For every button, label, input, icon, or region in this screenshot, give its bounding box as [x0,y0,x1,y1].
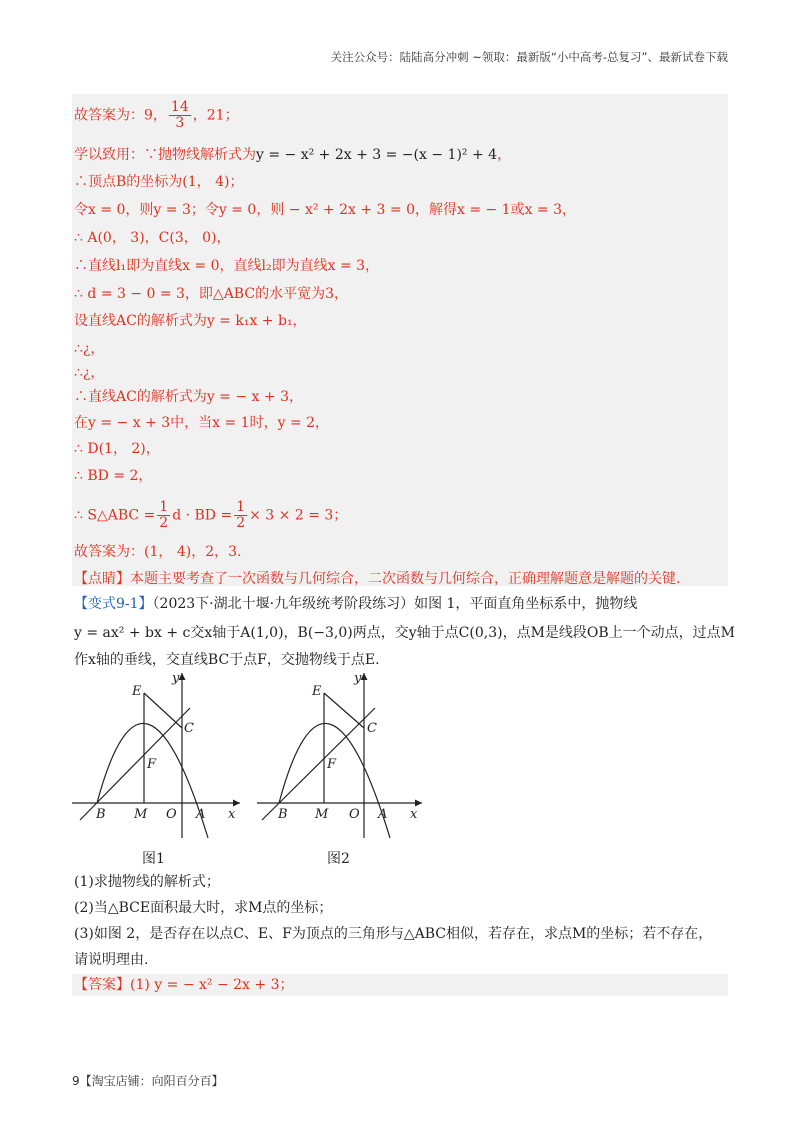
fig2-label-o: O [349,807,360,822]
problem-line-3: 作x轴的垂线，交直线BC于点F，交抛物线于点E. [74,652,380,668]
fig2-label-c: C [367,721,377,736]
solution-line-9: ∴¿， [74,341,105,357]
question-1: (1)求抛物线的解析式； [74,874,220,890]
fig1-label-f: F [147,757,157,772]
solution-line-7: ∴ d = 3 − 0 = 3，即△ABC的水平宽为3， [74,286,348,302]
figures [72,668,452,867]
solution-line-6: ∴直线l₁即为直线x = 0，直线l₂即为直线x = 3， [74,258,380,274]
key-point-label: 【点睛】 [74,571,130,587]
fig1-label-c: C [184,721,194,736]
solution-line-12: 在y = − x + 3中，当x = 1时，y = 2， [74,415,330,431]
fig2-line-ec [324,693,364,728]
fig2-label-y: y [354,671,362,686]
fig2-label-b: B [278,807,288,822]
fig1-line-ec [144,693,182,728]
page-footer: 9【淘宝店铺：向阳百分百】 [72,1074,224,1088]
figure-2-caption: 图2 [327,851,350,867]
figure-1-caption: 图1 [142,851,165,867]
fraction: $\frac{1}{2}$ [159,499,169,531]
fraction: $\frac{14}{3}$ [170,99,189,131]
answer-suffix: ，21； [192,107,239,124]
fig1-label-m: M [134,807,148,822]
solution-line-13: ∴ D(1， 2)， [74,441,160,457]
solution-line-10: ∴¿， [74,365,105,381]
problem-line-1: 【变式9-1】（2023下·湖北十堰·九年级统考阶段练习）如图 1，平面直角坐标系中，抛物线 [74,596,638,612]
math-expression: y = − x² + 2x + 3 = −(x − 1)² + 4 [256,147,498,163]
fig1-label-a: A [196,807,206,822]
solution-line-3: ∴顶点B的坐标为(1， 4)； [74,174,244,190]
page-header: 关注公众号：陆陆高分冲刺 ~领取：最新版“小中高考-总复习”、最新试卷下载 [330,50,728,64]
solution-line-15: ∴ S△ABC = $\frac{1}{2}$ d · BD = $\frac{1}{2}$ × 3 × 2 = 3； [74,499,348,531]
solution-line-5: ∴ A(0， 3)，C(3， 0)， [74,230,231,246]
fig1-label-y: y [172,671,180,686]
key-point [74,569,680,589]
problem-line-2: y = ax² + bx + c交x轴于A(1,0)，B(−3,0)两点，交y轴于点C(0,3)，点M是线段OB上一个动点，过点M [74,625,735,641]
solution-line-8: 设直线AC的解析式为y = k₁x + b₁， [74,313,307,329]
fig2-label-m: M [315,807,329,822]
fig1-label-b: B [96,807,106,822]
question-3-line-2: 请说明理由. [74,952,149,968]
variant-label: 【变式9-1】 [74,596,153,612]
solution-line-1 [74,100,239,131]
key-point-text: 本题主要考查了一次函数与几何综合，二次函数与几何综合，正确理解题意是解题的关键. [130,571,681,587]
fig2-label-e: E [312,684,322,699]
answer-line [74,975,293,995]
fig1-label-x: x [228,807,236,822]
solution-line-2: 学以致用：∵抛物线解析式为y = − x² + 2x + 3 = −(x − 1)² + 4， [74,147,512,163]
answer-label: 【答案】 [74,977,130,993]
solution-line-14: ∴ BD = 2， [74,468,153,484]
fig1-label-o: O [166,807,177,822]
fig2-label-f: F [327,757,337,772]
solution-line-4: 令x = 0，则y = 3；令y = 0，则 − x² + 2x + 3 = 0，解得x = − 1或x = 3， [74,202,577,218]
fig2-label-x: x [410,807,418,822]
answer-text: (1) y = − x² − 2x + 3； [130,977,294,993]
fig2-label-a: A [378,807,388,822]
fig1-label-e: E [132,684,142,699]
fig1-parabola [97,723,208,838]
question-3-line-1: (3)如图 2，是否存在以点C、E、F为顶点的三角形与△ABC相似，若存在，求点M的坐标；若不存在， [74,926,713,942]
fraction: $\frac{1}{2}$ [236,499,246,531]
question-2: (2)当△BCE面积最大时，求M点的坐标； [74,900,333,916]
answer-prefix: 故答案为：9， [74,107,167,124]
figures-svg [72,668,452,863]
fig2-parabola [279,723,390,838]
solution-line-16: 故答案为：(1， 4)，2，3. [74,544,242,560]
solution-line-11: ∴直线AC的解析式为y = − x + 3， [74,389,303,405]
